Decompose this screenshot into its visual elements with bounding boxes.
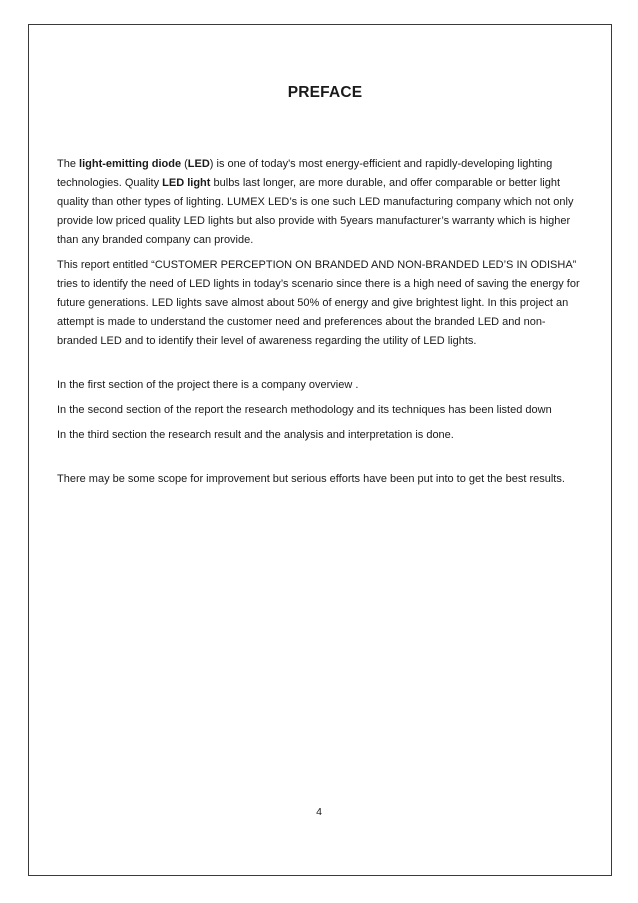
preface-body bbox=[57, 155, 587, 489]
text-run: ) is one of today's most energy-efficient and rapidly-developing lighting technologies. Quality bbox=[57, 158, 553, 189]
text-run: bulbs last longer, are more durable, and offer comparable or better light quality than other types of lighting. LUMEX LED’s is one such LED manufacturing company which not only provide low priced quality LED lights but also provide with 5years manufacturer’s warranty which is higher than any branded company can provide. bbox=[57, 177, 574, 246]
text-run: The bbox=[57, 158, 80, 170]
paragraph-report-purpose: This report entitled “CUSTOMER PERCEPTION ON BRANDED AND NON-BRANDED LED’S IN ODISHA” tries to identify the need of LED lights in today’s scenario since there is a high need of saving the energy for future generations. LED lights save almost about 50% of energy and give brightest light. In this project an attempt is made to understand the customer need and preferences about the branded LED and non- branded LED and to identify their level of awareness regarding the utility of LED lights. bbox=[57, 259, 580, 347]
paragraph-section-one: In the first section of the project there is a company overview . bbox=[57, 379, 359, 391]
bold-term-led-light: LED light bbox=[162, 177, 211, 189]
paragraph-closing: There may be some scope for improvement but serious efforts have been put into to get the best results. bbox=[57, 473, 565, 485]
bold-term-led: LED bbox=[187, 158, 210, 170]
paragraph-section-two: In the second section of the report the research methodology and its techniques has been listed down bbox=[57, 404, 552, 416]
page-number: 4 bbox=[316, 806, 322, 818]
page-title: PREFACE bbox=[287, 84, 363, 101]
paragraph-section-three: In the third section the research result and the analysis and interpretation is done. bbox=[57, 429, 454, 441]
bold-term-light-emitting-diode: light-emitting diode bbox=[79, 158, 182, 170]
text-run: ( bbox=[181, 158, 188, 170]
paragraph-led-intro bbox=[57, 155, 587, 250]
